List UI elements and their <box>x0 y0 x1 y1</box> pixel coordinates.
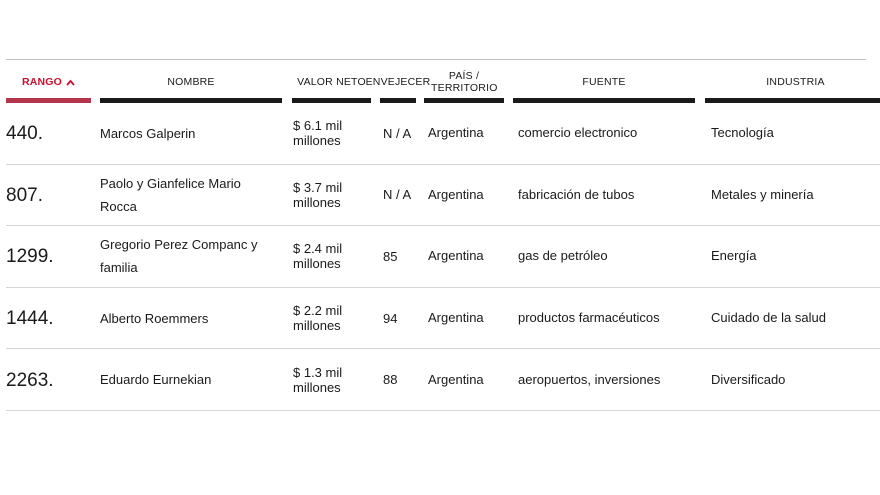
net-worth-value: $ 2.4 mil millones <box>293 241 343 272</box>
column-header-industry[interactable] <box>705 60 880 103</box>
source-cell: gas de petróleo <box>518 248 608 264</box>
column-header-label: NOMBRE <box>167 75 215 88</box>
industry-cell: Energía <box>711 248 757 264</box>
rank-cell: 440. <box>6 123 43 145</box>
name-cell[interactable]: Alberto Roemmers <box>100 310 209 326</box>
age-cell: 85 <box>383 248 398 264</box>
industry-cell: Diversificado <box>711 371 786 387</box>
name-cell[interactable]: Marcos Galperin <box>100 125 196 141</box>
industry-cell: Metales y minería <box>711 186 814 202</box>
net-worth-cell <box>293 103 373 164</box>
chevron-up-icon <box>66 79 75 86</box>
column-header-source[interactable] <box>513 60 695 103</box>
age-cell: 94 <box>383 310 398 326</box>
net-worth-value: $ 2.2 mil millones <box>293 303 343 334</box>
age-cell: N / A <box>383 187 412 203</box>
table-row[interactable] <box>6 288 880 350</box>
column-header-label: FUENTE <box>582 75 626 88</box>
age-cell: 88 <box>383 372 398 388</box>
net-worth-value: $ 6.1 mil millones <box>293 118 343 149</box>
country-cell: Argentina <box>428 125 484 141</box>
table-row[interactable] <box>6 103 880 165</box>
table-row[interactable] <box>6 226 880 288</box>
column-header-name[interactable] <box>100 60 282 103</box>
column-header-label: ENVEJECER <box>365 75 431 88</box>
country-cell: Argentina <box>428 248 484 264</box>
net-worth-cell <box>293 288 373 349</box>
name-cell[interactable]: Gregorio Perez Companc y familia <box>100 237 258 276</box>
rank-cell: 1444. <box>6 308 54 330</box>
rank-cell: 1299. <box>6 246 54 268</box>
column-header-country[interactable] <box>424 60 504 103</box>
rank-cell: 2263. <box>6 369 54 391</box>
net-worth-cell <box>293 226 373 287</box>
billionaires-table <box>6 60 880 411</box>
net-worth-value: $ 3.7 mil millones <box>293 179 343 210</box>
name-cell[interactable]: Eduardo Eurnekian <box>100 372 212 388</box>
column-header-net-worth[interactable] <box>292 60 371 103</box>
column-header-age[interactable] <box>365 60 431 103</box>
industry-cell: Tecnología <box>711 125 774 141</box>
country-cell: Argentina <box>428 310 484 326</box>
net-worth-value: $ 1.3 mil millones <box>293 364 343 395</box>
net-worth-cell <box>293 349 373 410</box>
rank-cell: 807. <box>6 184 43 206</box>
source-cell: aeropuertos, inversiones <box>518 371 661 387</box>
industry-cell: Cuidado de la salud <box>711 310 826 326</box>
column-header-label: VALOR NETO <box>297 75 366 88</box>
net-worth-cell <box>293 165 373 226</box>
column-header-label: PAÍS / TERRITORIO <box>431 69 498 94</box>
name-cell[interactable]: Paolo y Gianfelice Mario Rocca <box>100 175 241 214</box>
source-cell: productos farmacéuticos <box>518 310 660 326</box>
country-cell: Argentina <box>428 186 484 202</box>
table-row[interactable] <box>6 165 880 227</box>
source-cell: comercio electronico <box>518 125 638 141</box>
table-row[interactable] <box>6 349 880 411</box>
column-header-label: INDUSTRIA <box>766 75 825 88</box>
column-header-rank[interactable] <box>6 60 91 103</box>
age-cell: N / A <box>383 125 412 141</box>
table-header <box>6 60 880 103</box>
country-cell: Argentina <box>428 371 484 387</box>
column-header-label: RANGO <box>21 75 63 88</box>
table-body <box>6 103 880 411</box>
source-cell: fabricación de tubos <box>518 186 635 202</box>
